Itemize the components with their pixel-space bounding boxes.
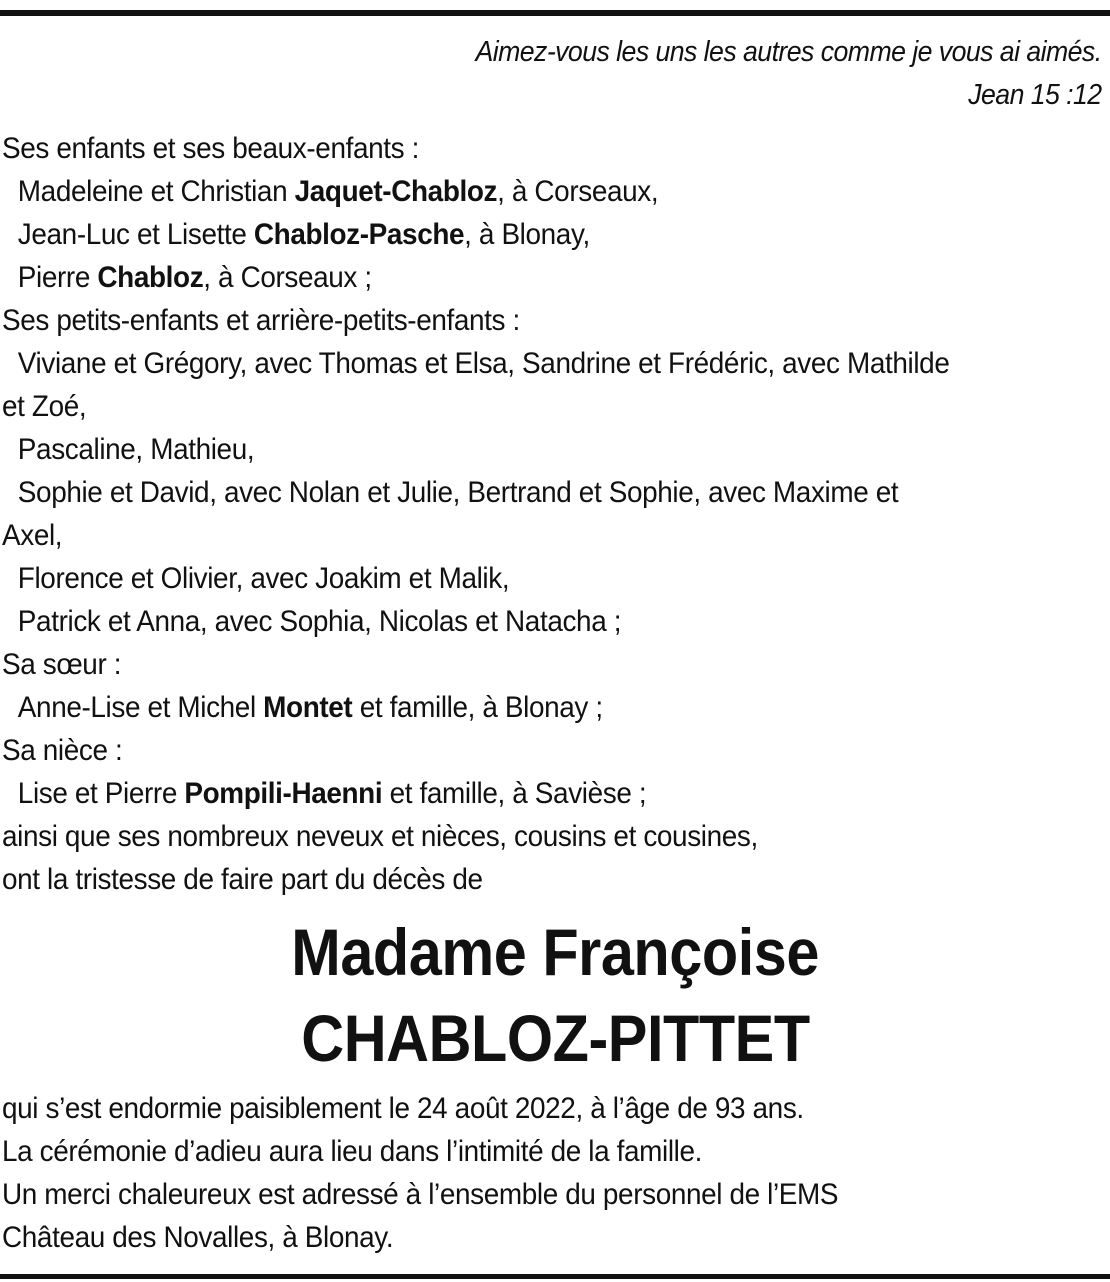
family-surname: Pompili-Haenni (184, 777, 383, 810)
closing-line: Château des Novalles, à Blonay. (2, 1221, 394, 1254)
child-entry: Pierre Chabloz, à Corseaux ; (17, 261, 372, 294)
deceased-name: Madame Françoise (291, 915, 819, 989)
grandchild-entry: Pascaline, Mathieu, (17, 433, 255, 466)
bottom-border-rule (0, 1274, 1110, 1279)
bible-verse (476, 31, 1102, 117)
family-list (2, 127, 1109, 901)
grandchild-entry-continued: et Zoé, (2, 390, 87, 423)
niece-entry: Lise et Pierre Pompili-Haenni et famille, à Savièse ; (17, 777, 647, 810)
niece-heading: Sa nièce : (2, 734, 123, 767)
family-surname: Jaquet-Chabloz (294, 175, 498, 208)
announcement-line: ont la tristesse de faire part du décès de (2, 863, 483, 896)
grandchild-entry: Florence et Olivier, avec Joakim et Malik, (17, 562, 510, 595)
children-heading: Ses enfants et ses beaux-enfants : (2, 132, 419, 165)
family-surname: Chabloz (97, 261, 204, 294)
closing-line: Un merci chaleureux est adressé à l’ensemble du personnel de l’EMS (2, 1178, 839, 1211)
family-surname: Montet (263, 691, 353, 724)
sister-heading: Sa sœur : (2, 648, 122, 681)
grandchild-entry: Sophie et David, avec Nolan et Julie, Bertrand et Sophie, avec Maxime et (17, 476, 899, 509)
child-entry: Madeleine et Christian Jaquet-Chabloz, à Corseaux, (17, 175, 659, 208)
grandchild-entry-continued: Axel, (2, 519, 63, 552)
sister-entry: Anne-Lise et Michel Montet et famille, à Blonay ; (17, 691, 603, 724)
deceased-surname: CHABLOZ-PITTET (300, 1001, 810, 1075)
child-entry: Jean-Luc et Lisette Chabloz-Pasche, à Blonay, (17, 218, 590, 251)
closing-line: La cérémonie d’adieu aura lieu dans l’intimité de la famille. (2, 1135, 703, 1168)
grandchildren-heading: Ses petits-enfants et arrière-petits-enfants : (2, 304, 520, 337)
extended-family: ainsi que ses nombreux neveux et nièces, cousins et cousines, (2, 820, 758, 853)
verse-quote: Aimez-vous les uns les autres comme je vous ai aimés. (475, 36, 1102, 68)
top-border-rule (0, 10, 1110, 16)
grandchild-entry: Patrick et Anna, avec Sophia, Nicolas et Natacha ; (17, 605, 622, 638)
family-surname: Chabloz-Pasche (253, 218, 465, 251)
grandchild-entry: Viviane et Grégory, avec Thomas et Elsa, Sandrine et Frédéric, avec Mathilde (17, 347, 950, 380)
closing-line: qui s’est endormie paisiblement le 24 août 2022, à l’âge de 93 ans. (2, 1092, 804, 1125)
verse-reference: Jean 15 :12 (968, 79, 1102, 111)
closing-text (2, 1087, 1109, 1259)
